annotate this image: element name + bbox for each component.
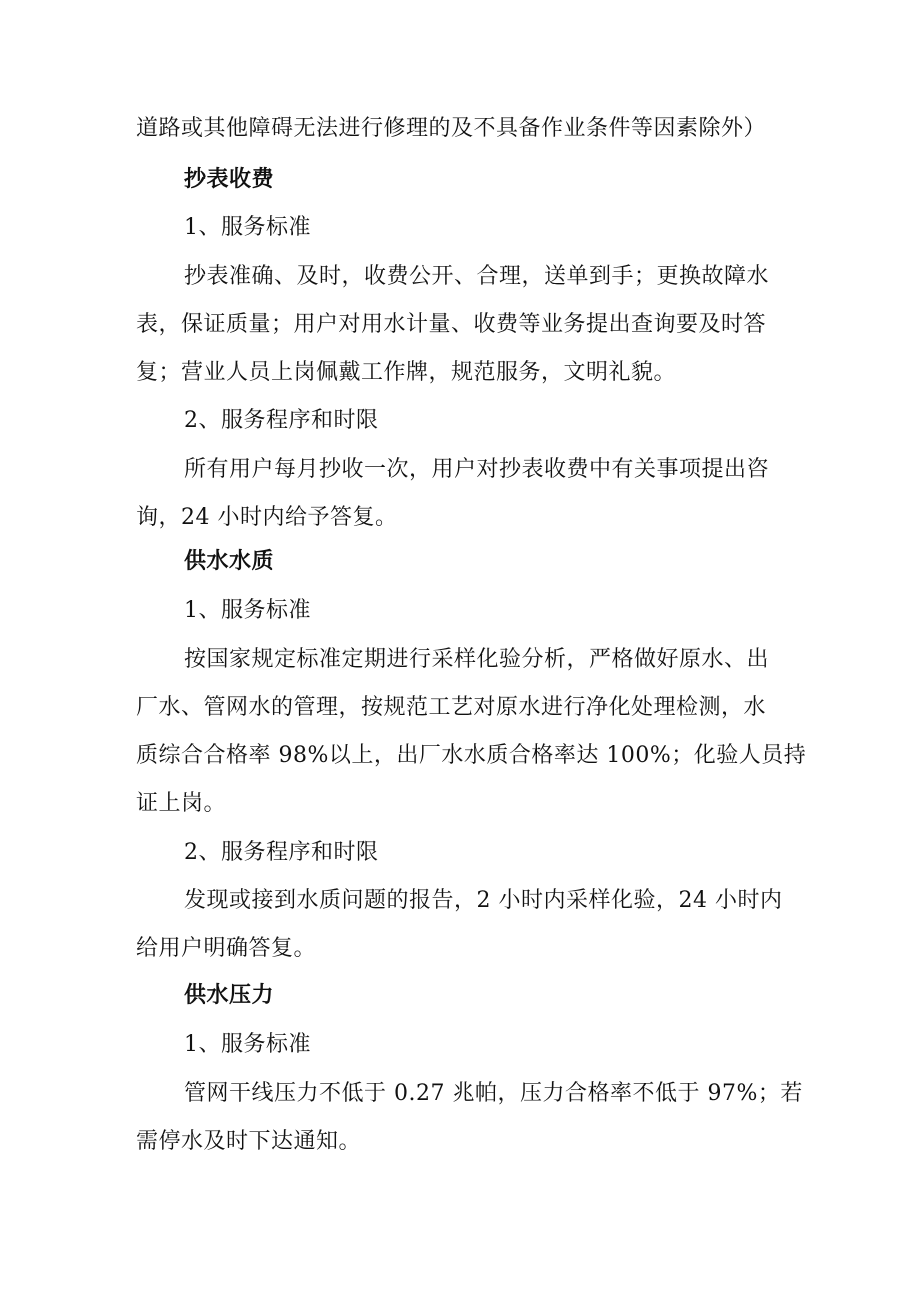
section-heading-water-pressure: 供水压力 <box>184 983 275 1008</box>
paragraph-line: 表，保证质量；用户对用水计量、收费等业务提出查询要及时答 <box>136 312 767 337</box>
paragraph-line: 所有用户每月抄收一次，用户对抄表收费中有关事项提出咨 <box>184 457 770 482</box>
paragraph-line: 证上岗。 <box>136 791 227 816</box>
paragraph-line: 管网干线压力不低于 0.27 兆帕，压力合格率不低于 97%；若 <box>184 1081 803 1106</box>
paragraph-line: 发现或接到水质问题的报告，2 小时内采样化验，24 小时内 <box>184 888 783 913</box>
paragraph-line: 询，24 小时内给予答复。 <box>136 505 398 530</box>
paragraph-line: 给用户明确答复。 <box>136 936 317 961</box>
paragraph-line: 厂水、管网水的管理，按规范工艺对原水进行净化处理检测，水 <box>136 695 767 720</box>
subheading-service-standard: 1、服务标准 <box>184 1032 311 1057</box>
paragraph-line: 按国家规定标准定期进行采样化验分析，严格做好原水、出 <box>184 647 770 672</box>
paragraph-continuation: 道路或其他障碍无法进行修理的及不具备作业条件等因素除外） <box>136 116 767 141</box>
paragraph-line: 质综合合格率 98%以上，出厂水水质合格率达 100%；化验人员持 <box>136 743 807 768</box>
paragraph-line: 需停水及时下达通知。 <box>136 1129 362 1154</box>
section-heading-water-quality: 供水水质 <box>184 549 275 574</box>
paragraph-line: 复；营业人员上岗佩戴工作牌，规范服务，文明礼貌。 <box>136 360 677 385</box>
subheading-procedure-time-limit: 2、服务程序和时限 <box>184 408 379 433</box>
section-heading-meter-reading: 抄表收费 <box>184 167 275 192</box>
paragraph-line: 抄表准确、及时，收费公开、合理，送单到手；更换故障水 <box>184 264 770 289</box>
subheading-service-standard: 1、服务标准 <box>184 598 311 623</box>
subheading-procedure-time-limit: 2、服务程序和时限 <box>184 840 379 865</box>
subheading-service-standard: 1、服务标准 <box>184 215 311 240</box>
